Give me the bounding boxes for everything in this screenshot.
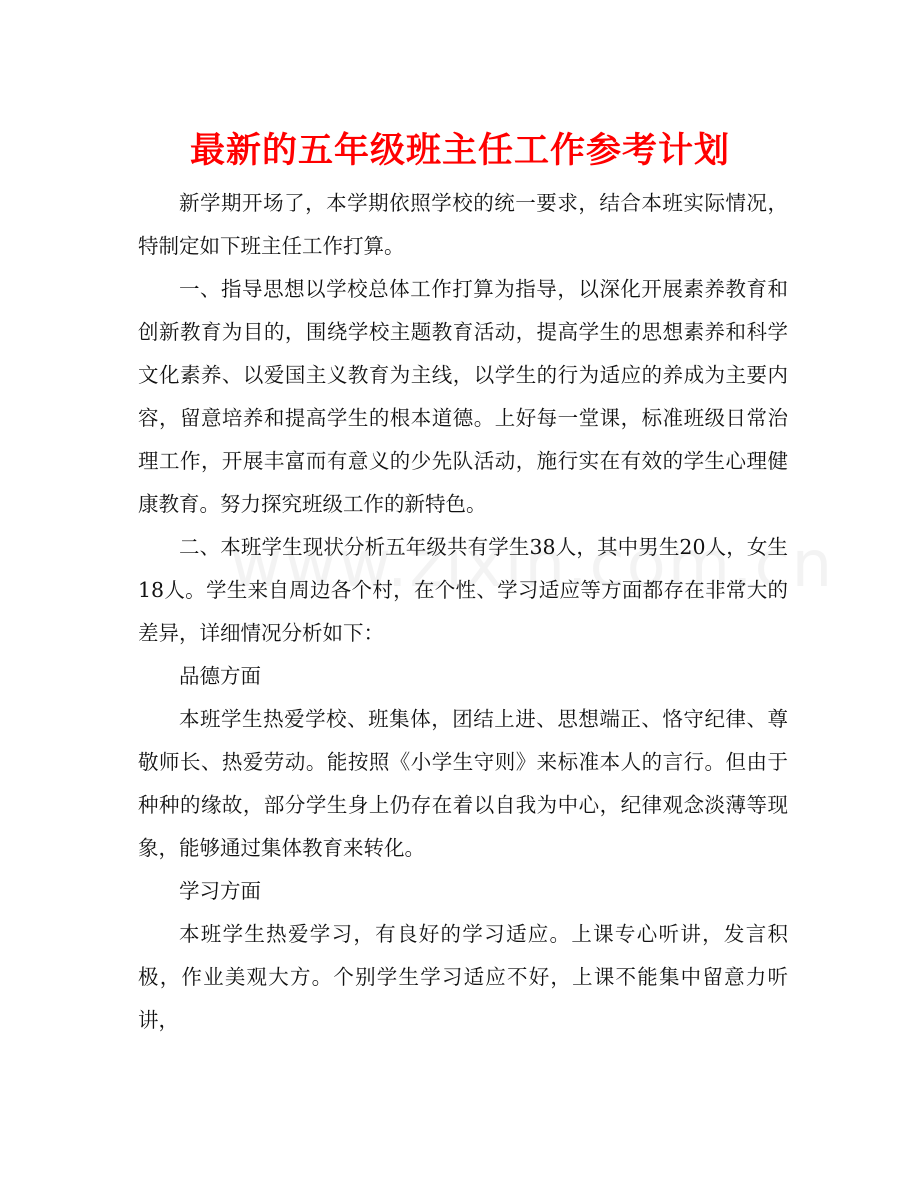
document-title: 最新的五年级班主任工作参考计划 [189,131,730,171]
intro-paragraph: 新学期开场了，本学期依照学校的统一要求，结合本班实际情况，特制定如下班主任工作打算。 [138,191,788,258]
morality-heading: 品德方面 [179,664,261,688]
document-body [138,182,788,1042]
guiding-ideology-paragraph: 一、指导思想以学校总体工作打算为指导，以深化开展素养教育和创新教育为目的，围绕学校主题教育活动，提高学生的思想素养和科学文化素养、以爱国主义教育为主线，以学生的行为适应的养成为主要内容，留意培养和提高学生的根本道德。上好每一堂课，标准班级日常治理工作，开展丰富而有意义的少先队活动，施行实在有效的学生心理健康教育。努力探究班级工作的新特色。 [138,277,788,516]
morality-paragraph: 本班学生热爱学校、班集体，团结上进、思想端正、恪守纪律、尊敬师长、热爱劳动。能按照《小学生守则》来标准本人的言行。但由于种种的缘故，部分学生身上仍存在着以自我为中心，纪律观念淡薄等现象，能够通过集体教育来转化。 [138,707,788,860]
study-paragraph: 本班学生热爱学习，有良好的学习适应。上课专心听讲，发言积极，作业美观大方。个别学生学习适应不好，上课不能集中留意力听讲， [138,922,788,1032]
study-heading: 学习方面 [179,879,261,903]
class-analysis-paragraph: 二、本班学生现状分析五年级共有学生38人，其中男生20人，女生18人。学生来自周边各个村，在个性、学习适应等方面都存在非常大的差异，详细情况分析如下： [138,535,788,645]
